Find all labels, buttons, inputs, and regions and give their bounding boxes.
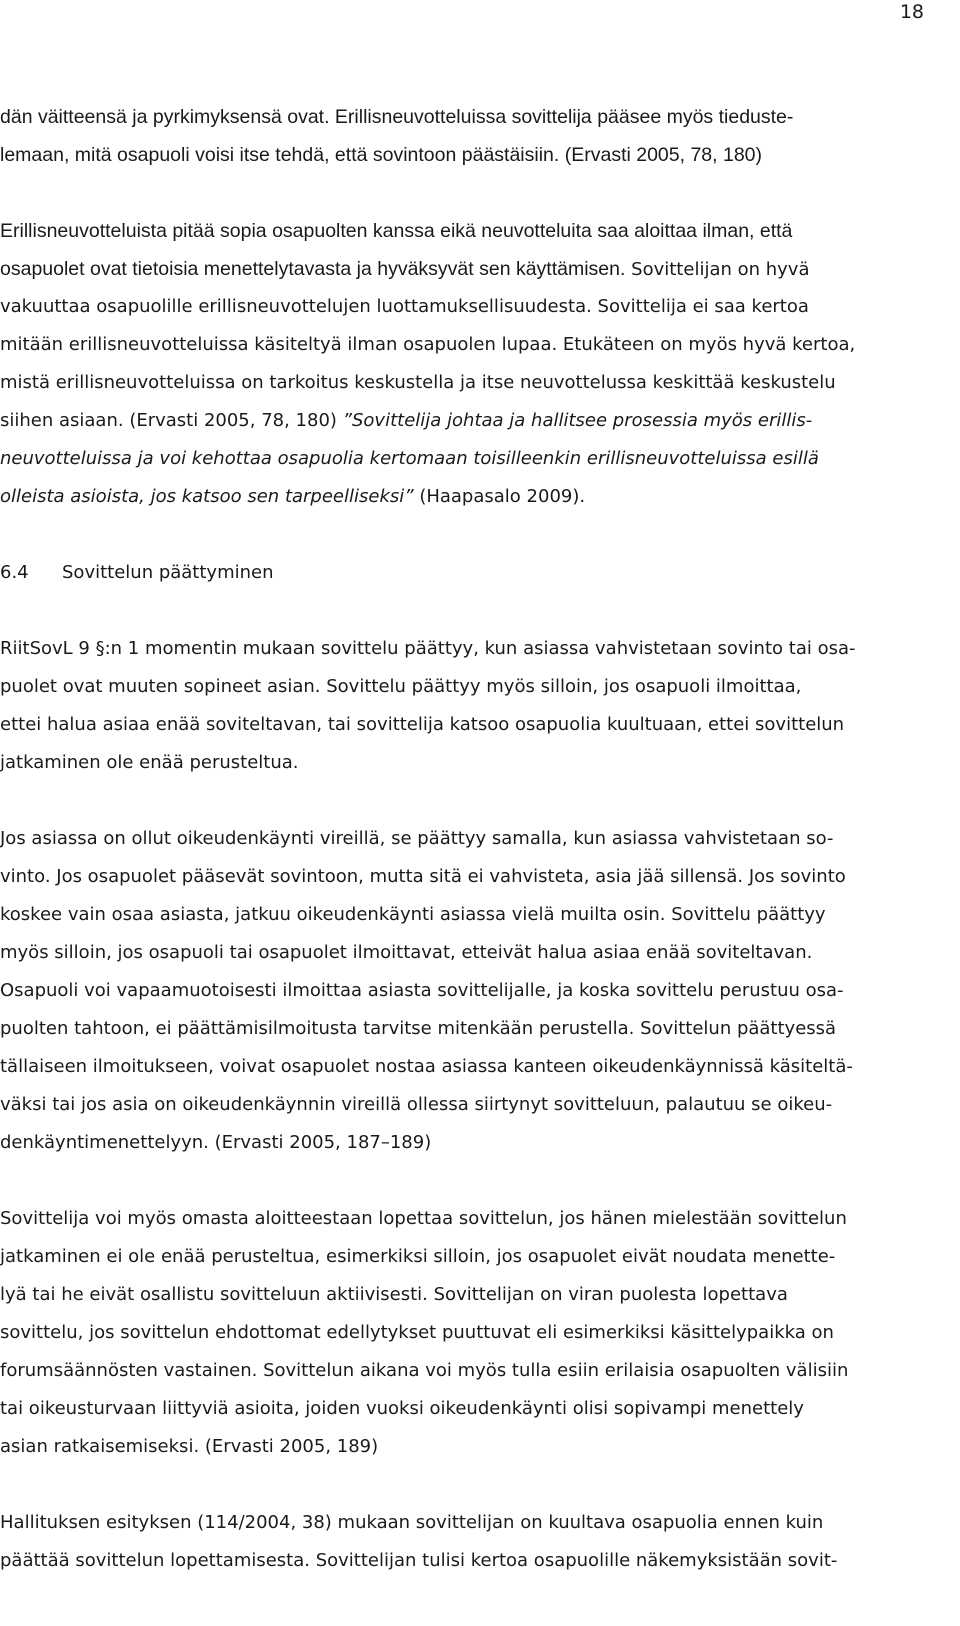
section-heading bbox=[0, 561, 274, 585]
section-number: 6.4 bbox=[0, 562, 29, 583]
text-line: sovittelu, jos sovittelun ehdottomat edellytykset puuttuvat eli esimerkiksi käsittelypaikka on bbox=[0, 1322, 834, 1343]
text-line bbox=[0, 409, 812, 433]
text-line: koskee vain osaa asiasta, jatkuu oikeudenkäynti asiassa vielä muilta osin. Sovittelu päättyy bbox=[0, 904, 826, 925]
quote-text: olleista asioista, jos katsoo sen tarpeelliseksi” bbox=[0, 486, 414, 507]
text-line bbox=[0, 447, 819, 471]
text-segment: Sovittelijan on hyvä bbox=[631, 259, 810, 280]
page-number: 18 bbox=[899, 1, 924, 23]
text-line: ettei halua asiaa enää soviteltavan, tai sovittelija katsoo osapuolia kuultuaan, ettei sovittelun bbox=[0, 714, 845, 735]
text-line bbox=[0, 257, 810, 282]
text-line: RiitSovL 9 §:n 1 momentin mukaan sovittelu päättyy, kun asiassa vahvistetaan sovinto tai osa- bbox=[0, 638, 856, 659]
quote-text: ”Sovittelija johtaa ja hallitsee prosessia myös erillis- bbox=[342, 410, 813, 431]
text-line: Hallituksen esityksen (114/2004, 38) mukaan sovittelijan on kuultava osapuolia ennen kuin bbox=[0, 1512, 824, 1533]
text-line: tällaiseen ilmoitukseen, voivat osapuolet nostaa asiassa kanteen oikeudenkäynnissä käsiteltä- bbox=[0, 1056, 853, 1077]
text-line: Osapuoli voi vapaamuotoisesti ilmoittaa asiasta sovittelijalle, ja koska sovittelu perustuu osa- bbox=[0, 980, 844, 1001]
text-segment: osapuolet ovat tietoisia menettelytavasta ja hyväksyvät sen käyttämisen. bbox=[0, 258, 626, 280]
text-line: jatkaminen ei ole enää perusteltua, esimerkiksi silloin, jos osapuolet eivät noudata menette- bbox=[0, 1246, 836, 1267]
text-line bbox=[0, 485, 585, 509]
text-line: forumsäännösten vastainen. Sovittelun aikana voi myös tulla esiin erilaisia osapuolten välisiin bbox=[0, 1360, 849, 1381]
quote-text: neuvotteluissa ja voi kehottaa osapuolia kertomaan toisilleenkin erillisneuvotteluissa esillä bbox=[0, 448, 819, 469]
text-line: lemaan, mitä osapuoli voisi itse tehdä, että sovintoon päästäisiin. (Ervasti 2005, 78, 180) bbox=[0, 144, 763, 166]
text-line: tai oikeusturvaan liittyviä asioita, joiden vuoksi oikeudenkäynti olisi sopivampi menettely bbox=[0, 1398, 804, 1419]
text-line: puolet ovat muuten sopineet asian. Sovittelu päättyy myös silloin, jos osapuoli ilmoittaa, bbox=[0, 676, 802, 697]
text-line: väksi tai jos asia on oikeudenkäynnin vireillä ollessa siirtynyt sovitteluun, palautuu se oikeu- bbox=[0, 1094, 833, 1115]
section-title: Sovittelun päättyminen bbox=[62, 562, 274, 583]
text-line: asian ratkaisemiseksi. (Ervasti 2005, 189) bbox=[0, 1436, 379, 1457]
text-line: Erillisneuvotteluista pitää sopia osapuolten kanssa eikä neuvotteluita saa aloittaa ilman, että bbox=[0, 220, 793, 242]
text-line: mitään erillisneuvotteluissa käsiteltyä ilman osapuolen lupaa. Etukäteen on myös hyvä kertoa, bbox=[0, 334, 856, 355]
text-line: jatkaminen ole enää perusteltua. bbox=[0, 752, 299, 773]
text-line: vakuuttaa osapuolille erillisneuvottelujen luottamuksellisuudesta. Sovittelija ei saa kertoa bbox=[0, 296, 809, 317]
text-segment: (Haapasalo 2009). bbox=[413, 486, 586, 507]
text-line: vinto. Jos osapuolet pääsevät sovintoon, mutta sitä ei vahvisteta, asia jää sillensä. Jos sovinto bbox=[0, 866, 846, 887]
text-line: Sovittelija voi myös omasta aloitteestaan lopettaa sovittelun, jos hänen mielestään sovittelun bbox=[0, 1208, 847, 1229]
text-segment: siihen asiaan. (Ervasti 2005, 78, 180) bbox=[0, 410, 343, 431]
text-line: mistä erillisneuvotteluissa on tarkoitus keskustella ja itse neuvottelussa keskittää keskustelu bbox=[0, 372, 836, 393]
text-line: myös silloin, jos osapuoli tai osapuolet ilmoittavat, etteivät halua asiaa enää soviteltavan. bbox=[0, 942, 813, 963]
text-line: päättää sovittelun lopettamisesta. Sovittelijan tulisi kertoa osapuolille näkemyksistään sovit- bbox=[0, 1550, 838, 1571]
text-line: denkäyntimenettelyyn. (Ervasti 2005, 187–189) bbox=[0, 1132, 432, 1153]
text-line: dän väitteensä ja pyrkimyksensä ovat. Erillisneuvotteluissa sovittelija pääsee myös tieduste- bbox=[0, 106, 794, 128]
text-line: Jos asiassa on ollut oikeudenkäynti vireillä, se päättyy samalla, kun asiassa vahvistetaan so- bbox=[0, 828, 834, 849]
text-line: lyä tai he eivät osallistu sovitteluun aktiivisesti. Sovittelijan on viran puolesta lopettava bbox=[0, 1284, 788, 1305]
text-line: puolten tahtoon, ei päättämisilmoitusta tarvitse mitenkään perustella. Sovittelun päättyessä bbox=[0, 1018, 837, 1039]
